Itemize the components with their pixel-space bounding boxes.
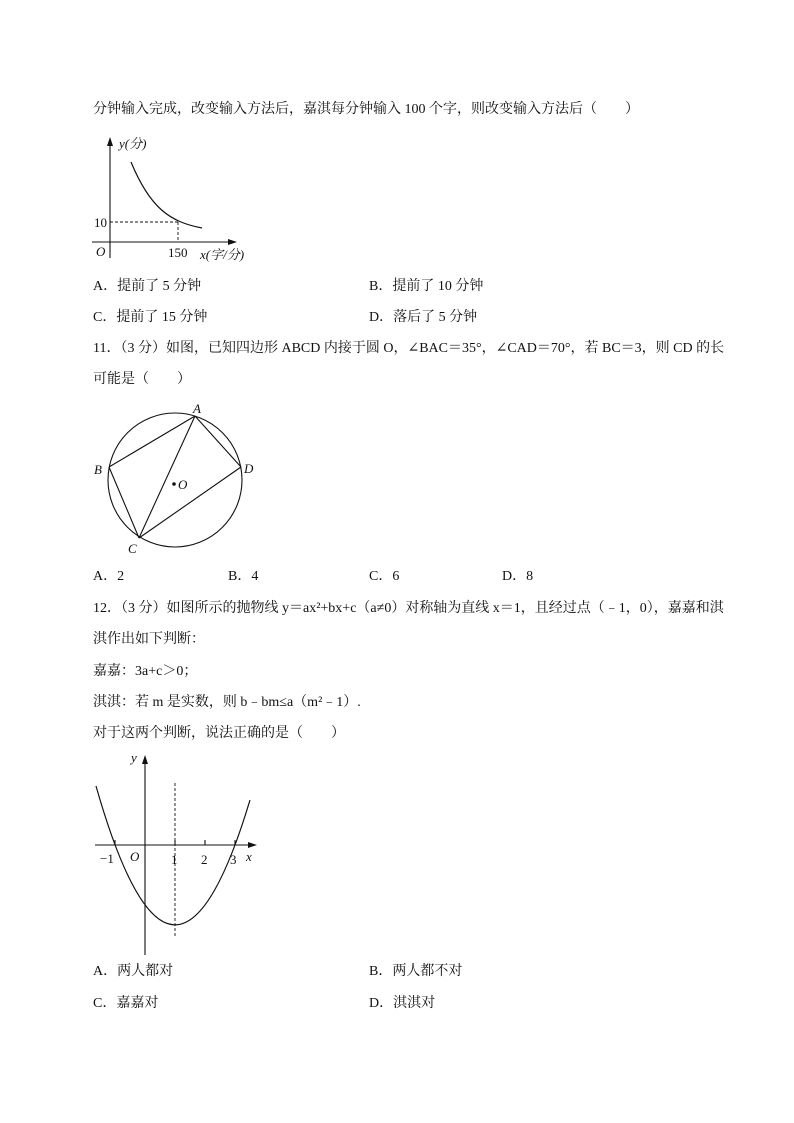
q12-judgement-jiajia: 嘉嘉：3a+c＞0； bbox=[93, 664, 198, 679]
segment-bc bbox=[109, 467, 139, 538]
center-dot bbox=[172, 482, 176, 486]
x-tick-label-minus-1: −1 bbox=[100, 851, 114, 866]
q12-stem-line-1: 12．（3 分）如图所示的抛物线 y＝ax²+bx+c（a≠0）对称轴为直线 x＝1，且经过点（﹣1，0），嘉嘉和淇 bbox=[93, 601, 724, 616]
x-axis-arrow bbox=[228, 239, 237, 245]
q12-option-d: D．淇淇对 bbox=[369, 996, 436, 1011]
q11-circle-figure bbox=[88, 400, 263, 560]
q12-parabola-graph bbox=[92, 748, 262, 960]
label-o: O bbox=[178, 477, 188, 492]
label-b: B bbox=[94, 462, 102, 477]
label-c: C bbox=[128, 541, 137, 556]
x-axis-label: x bbox=[246, 849, 252, 864]
q11-option-b: B．4 bbox=[228, 569, 259, 584]
segment-ad bbox=[195, 416, 241, 467]
q11-stem-line-1: 11．（3 分）如图，已知四边形 ABCD 内接于圆 O，∠BAC＝35°，∠CAD＝70°，若 BC＝3，则 CD 的长 bbox=[93, 341, 725, 356]
q12-option-a: A．两人都对 bbox=[93, 964, 174, 979]
segment-ab bbox=[109, 416, 195, 467]
x-tick-label-3: 3 bbox=[230, 852, 237, 867]
q12-judgement-qiqi: 淇淇：若 m 是实数，则 b﹣bm≤a（m²﹣1）. bbox=[93, 695, 361, 710]
q11-option-c: C．6 bbox=[369, 569, 400, 584]
segment-cd bbox=[139, 467, 241, 538]
y-axis-label: y(分) bbox=[119, 136, 147, 151]
q10-graph bbox=[85, 130, 265, 265]
q11-option-a: A．2 bbox=[93, 569, 125, 584]
y-axis-arrow bbox=[142, 755, 148, 764]
q10-option-c: C．提前了 15 分钟 bbox=[93, 310, 208, 325]
q10-option-a: A．提前了 5 分钟 bbox=[93, 279, 202, 294]
q11-stem-line-2: 可能是（ ） bbox=[93, 372, 191, 387]
q12-option-c: C．嘉嘉对 bbox=[93, 996, 159, 1011]
y-tick-label: 10 bbox=[94, 215, 107, 230]
q11-option-d: D．8 bbox=[502, 569, 534, 584]
q10-stem: 分钟输入完成，改变输入方法后，嘉淇每分钟输入 100 个字，则改变输入方法后（ ） bbox=[93, 102, 639, 117]
q10-option-b: B．提前了 10 分钟 bbox=[369, 279, 484, 294]
x-tick-label-1: 1 bbox=[171, 852, 178, 867]
x-tick-label-2: 2 bbox=[201, 852, 208, 867]
q10-option-d: D．落后了 5 分钟 bbox=[369, 310, 478, 325]
x-tick-label: 150 bbox=[168, 245, 188, 260]
origin-label: O bbox=[96, 244, 106, 259]
y-axis-arrow bbox=[107, 137, 113, 146]
x-axis-arrow bbox=[248, 842, 257, 848]
label-a: A bbox=[193, 401, 201, 416]
x-axis-label: x(字/分) bbox=[200, 247, 245, 262]
q12-stem-line-2: 淇作出如下判断： bbox=[93, 632, 205, 647]
decreasing-curve bbox=[131, 162, 202, 228]
label-d: D bbox=[244, 461, 254, 476]
origin-label: O bbox=[130, 849, 140, 864]
q12-question: 对于这两个判断，说法正确的是（ ） bbox=[93, 726, 345, 741]
q12-option-b: B．两人都不对 bbox=[369, 964, 463, 979]
y-axis-label: y bbox=[131, 750, 137, 765]
